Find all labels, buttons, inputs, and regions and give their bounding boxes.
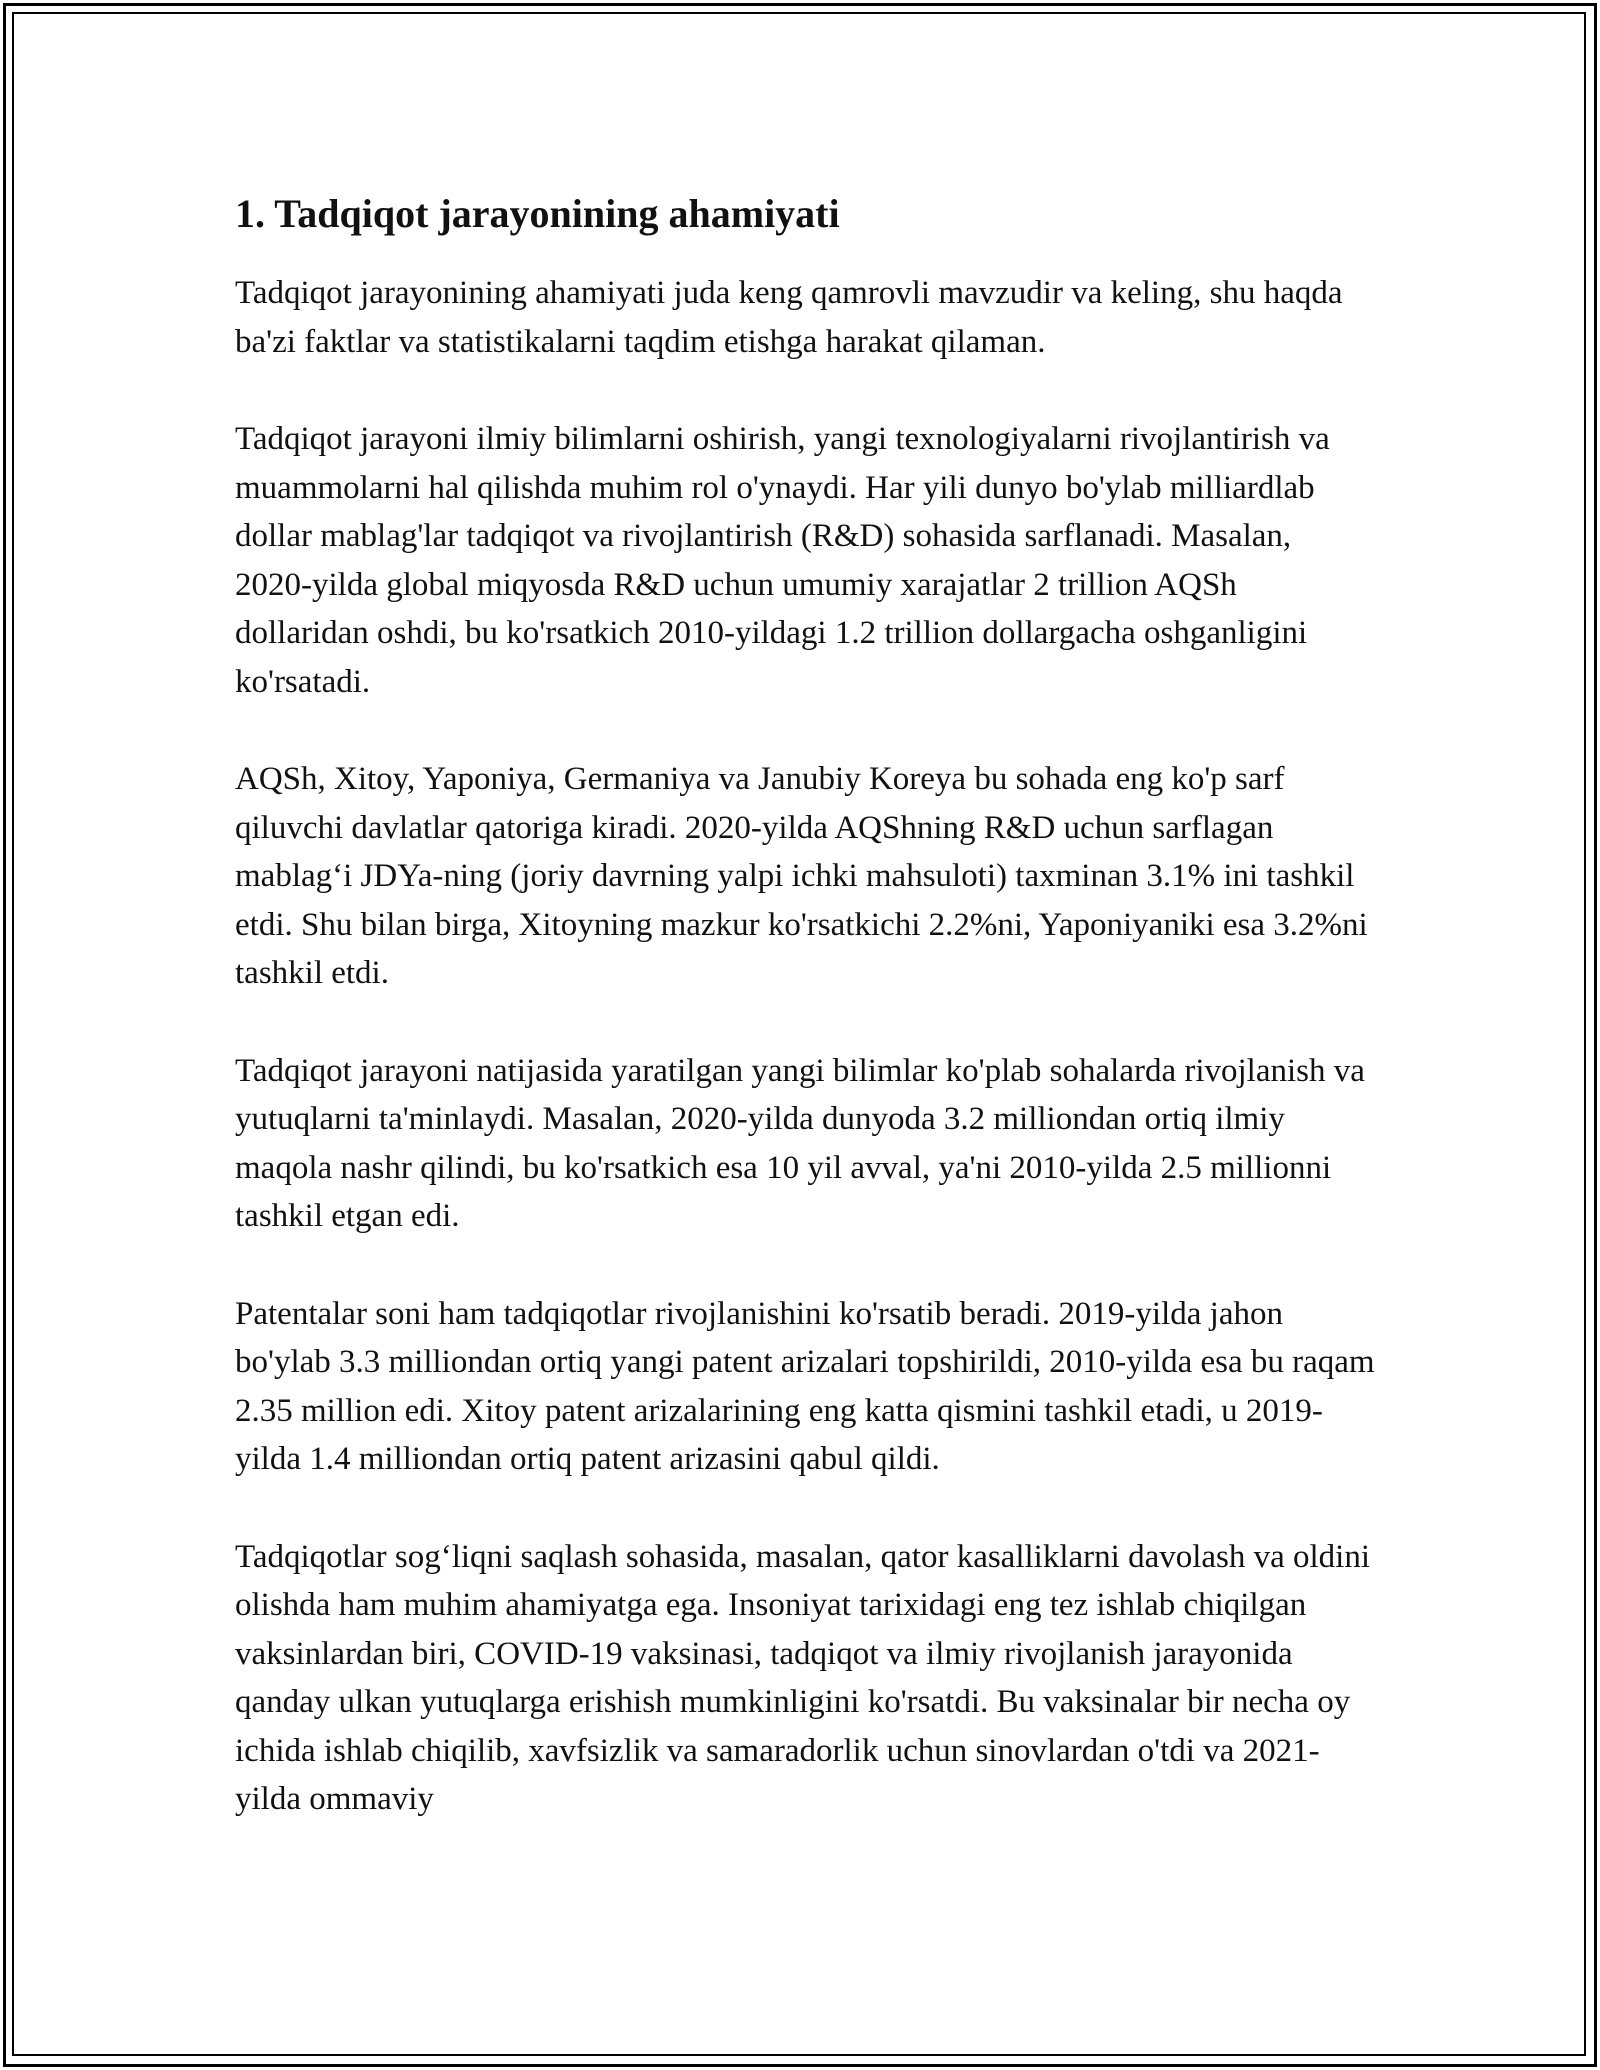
paragraph-patents: Patentalar soni ham tadqiqotlar rivojlanishini ko'rsatib beradi. 2019-yilda jahon bo'ylab 3.3 milliondan ortiq yangi patent arizalari topshirildi, 2010-yilda esa bu raqam 2.35 million edi. Xitoy patent arizalarining eng katta qismini tashkil etadi, u 2019-yilda 1.4 milliondan ortiq patent arizasini qabul qildi. <box>235 1295 1375 1477</box>
document-body <box>235 185 1375 1873</box>
paragraph-publications: Tadqiqot jarayoni natijasida yaratilgan yangi bilimlar ko'plab sohalarda rivojlanish va yutuqlarni ta'minlaydi. Masalan, 2020-yilda dunyoda 3.2 milliondan ortiq ilmiy maqola nashr qilindi, bu ko'rsatkich esa 10 yil avval, ya'ni 2010-yilda 2.5 millionni tashkil etgan edi. <box>235 1052 1365 1234</box>
paragraph-healthcare: Tadqiqotlar sog‘liqni saqlash sohasida, masalan, qator kasalliklarni davolash va oldini olishda ham muhim ahamiyatga ega. Insoniyat tarixidagi eng tez ishlab chiqilgan vaksinlardan biri, COVID-19 vaksinasi, tadqiqot va ilmiy rivojlanish jarayonida qanday ulkan yutuqlarga erishish mumkinligini ko'rsatdi. Bu vaksinalar bir necha oy ichida ishlab chiqilib, xavfsizlik va samaradorlik uchun sinovlardan o'tdi va 2021-yilda ommaviy <box>235 1538 1371 1817</box>
paragraph-intro: Tadqiqot jarayonining ahamiyati juda keng qamrovli mavzudir va keling, shu haqda ba'zi faktlar va statistikalarni taqdim etishga harakat qilaman. <box>235 275 1343 360</box>
section-heading: 1. Tadqiqot jarayonining ahamiyati <box>235 191 840 236</box>
paragraph-rnd-spending: Tadqiqot jarayoni ilmiy bilimlarni oshirish, yangi texnologiyalarni rivojlantirish va muammolarni hal qilishda muhim rol o'ynaydi. Har yili dunyo bo'ylab milliardlab dollar mablag'lar tadqiqot va rivojlantirish (R&D) sohasida sarflanadi. Masalan, 2020-yilda global miqyosda R&D uchun umumiy xarajatlar 2 trillion AQSh dollaridan oshdi, bu ko'rsatkich 2010-yildagi 1.2 trillion dollargacha oshganligini ko'rsatadi. <box>235 421 1330 700</box>
paragraph-countries: AQSh, Xitoy, Yaponiya, Germaniya va Janubiy Koreya bu sohada eng ko'p sarf qiluvchi davlatlar qatoriga kiradi. 2020-yilda AQShning R&D uchun sarflagan mablag‘i JDYa-ning (joriy davrning yalpi ichki mahsuloti) taxminan 3.1% ini tashkil etdi. Shu bilan birga, Xitoyning mazkur ko'rsatkichi 2.2%ni, Yaponiyaniki esa 3.2%ni tashkil etdi. <box>235 761 1368 991</box>
